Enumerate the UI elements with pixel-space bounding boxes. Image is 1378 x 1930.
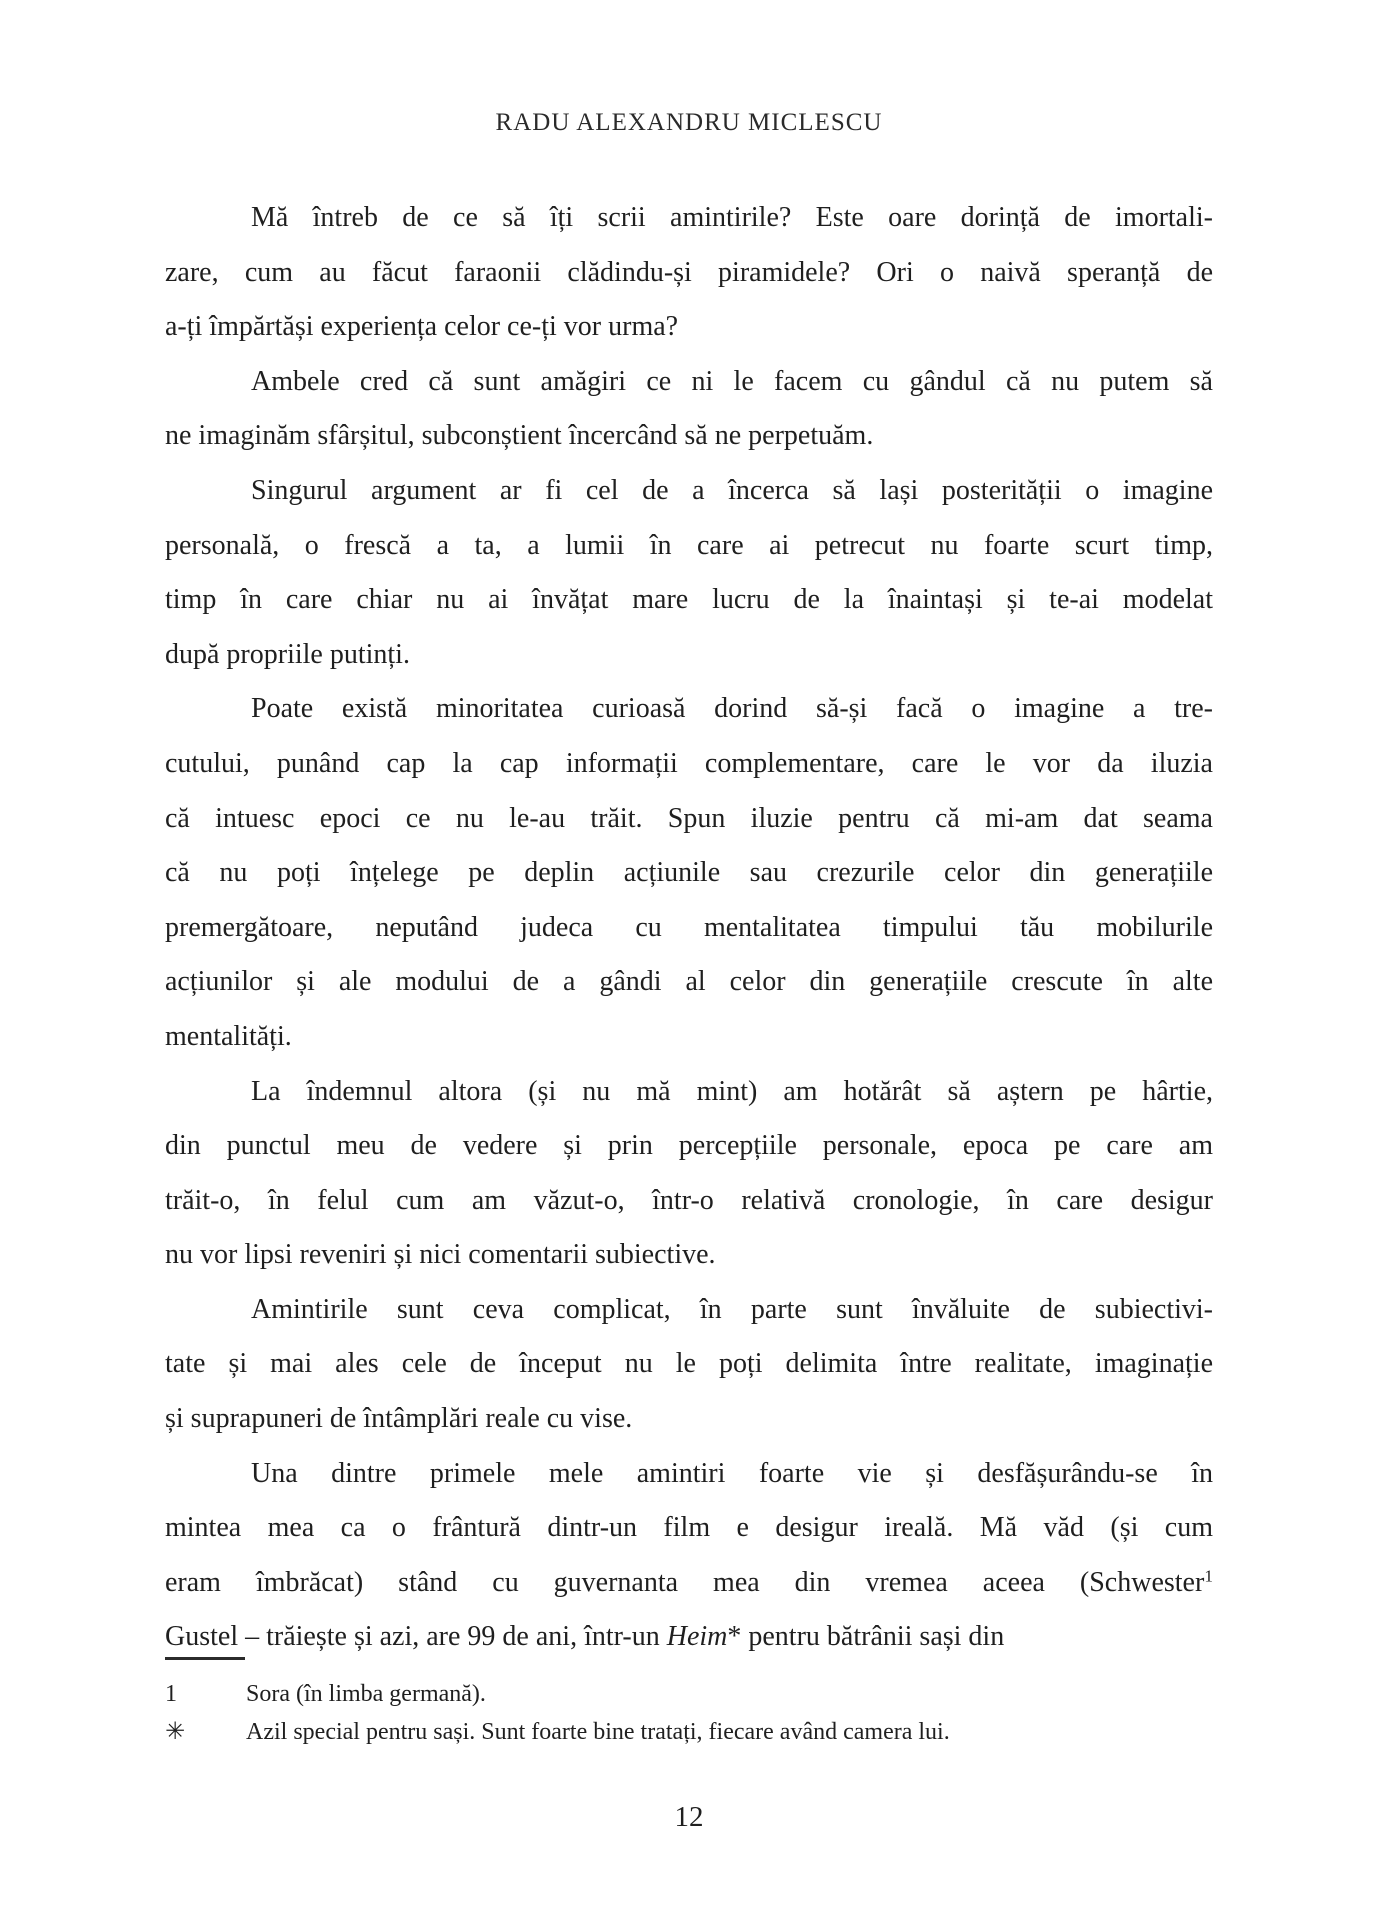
text-line: cutului, punând cap la cap informații complementare, care le vor da iluzia: [165, 747, 1213, 779]
text-line: Una dintre primele mele amintiri foarte vie și desfășurându-se în: [251, 1457, 1213, 1489]
paragraph: [165, 1283, 1213, 1447]
footnote: [165, 1675, 1213, 1713]
footnotes: [165, 1675, 1213, 1751]
page-number: 12: [674, 1801, 704, 1833]
footnote-marker: 1: [165, 1681, 177, 1707]
paragraph: [165, 1447, 1213, 1665]
text-line: trăit-o, în felul cum am văzut-o, într-o relativă cronologie, în care desigur: [165, 1184, 1213, 1216]
text-line: tate și mai ales cele de început nu le poți delimita între realitate, imaginație: [165, 1348, 1213, 1380]
text-line: din punctul meu de vedere și prin percepțiile personale, epoca pe care am: [165, 1130, 1213, 1162]
footnote: [165, 1713, 1213, 1751]
text-line: acțiunilor și ale modului de a gândi al celor din generațiile crescute în alte: [165, 966, 1213, 998]
text-line: personală, o frescă a ta, a lumii în care ai petrecut nu foarte scurt timp,: [165, 529, 1213, 561]
text-line: Gustel – trăiește și azi, are 99 de ani, într-un Heim* pentru bătrânii sași din: [165, 1621, 1005, 1653]
paragraph: [165, 191, 1213, 355]
footnote-text: Azil special pentru sași. Sunt foarte bine tratați, fiecare având camera lui.: [246, 1719, 950, 1745]
paragraph: [165, 1065, 1213, 1283]
text-line: timp în care chiar nu ai învățat mare lucru de la înaintași și te-ai modelat: [165, 584, 1213, 616]
text-line: zare, cum au făcut faraonii clădindu-și piramidele? Ori o naivă speranță de: [165, 256, 1213, 288]
text-line: mintea mea ca o frântură dintr-un film e desigur ireală. Mă văd (și cum: [165, 1512, 1213, 1544]
body-text: [165, 191, 1213, 1665]
text-line: mentalități.: [165, 1020, 292, 1052]
footnote-marker: ✳: [165, 1719, 186, 1745]
text-line: a-ți împărtăși experiența celor ce-ți vor urma?: [165, 311, 679, 343]
paragraph: [165, 464, 1213, 682]
text-line: eram îmbrăcat) stând cu guvernanta mea din vremea aceea (Schwester$^1$: [165, 1566, 1213, 1598]
paragraph: [165, 355, 1213, 464]
footnote-separator: [165, 1657, 245, 1660]
text-line: Singurul argument ar fi cel de a încerca să lași posterității o imagine: [251, 474, 1213, 506]
text-line: premergătoare, neputând judeca cu mentalitatea timpului tău mobilurile: [165, 911, 1213, 943]
text-line: La îndemnul altora (și nu mă mint) am hotărât să aștern pe hârtie,: [251, 1075, 1213, 1107]
text-line: Poate există minoritatea curioasă dorind să-și facă o imagine a tre-: [251, 693, 1213, 725]
text-line: Ambele cred că sunt amăgiri ce ni le facem cu gândul că nu putem să: [251, 365, 1213, 397]
text-line: Amintirile sunt ceva complicat, în parte sunt învăluite de subiectivi-: [251, 1293, 1213, 1325]
text-line: nu vor lipsi reveniri și nici comentarii subiective.: [165, 1239, 716, 1271]
text-line: după propriile putinți.: [165, 638, 410, 670]
text-line: că nu poți înțelege pe deplin acțiunile sau crezurile celor din generațiile: [165, 857, 1213, 889]
text-line: că intuesc epoci ce nu le-au trăit. Spun iluzie pentru că mi-am dat seama: [165, 802, 1213, 834]
text-line: ne imaginăm sfârșitul, subconștient încercând să ne perpetuăm.: [165, 420, 874, 452]
text-line: și suprapuneri de întâmplări reale cu vise.: [165, 1403, 633, 1435]
running-header: RADU ALEXANDRU MICLESCU: [495, 109, 883, 136]
footnote-text: Sora (în limba germană).: [246, 1681, 486, 1707]
paragraph: [165, 682, 1213, 1064]
text-line: Mă întreb de ce să îți scrii amintirile? Este oare dorință de imortali-: [251, 202, 1213, 233]
